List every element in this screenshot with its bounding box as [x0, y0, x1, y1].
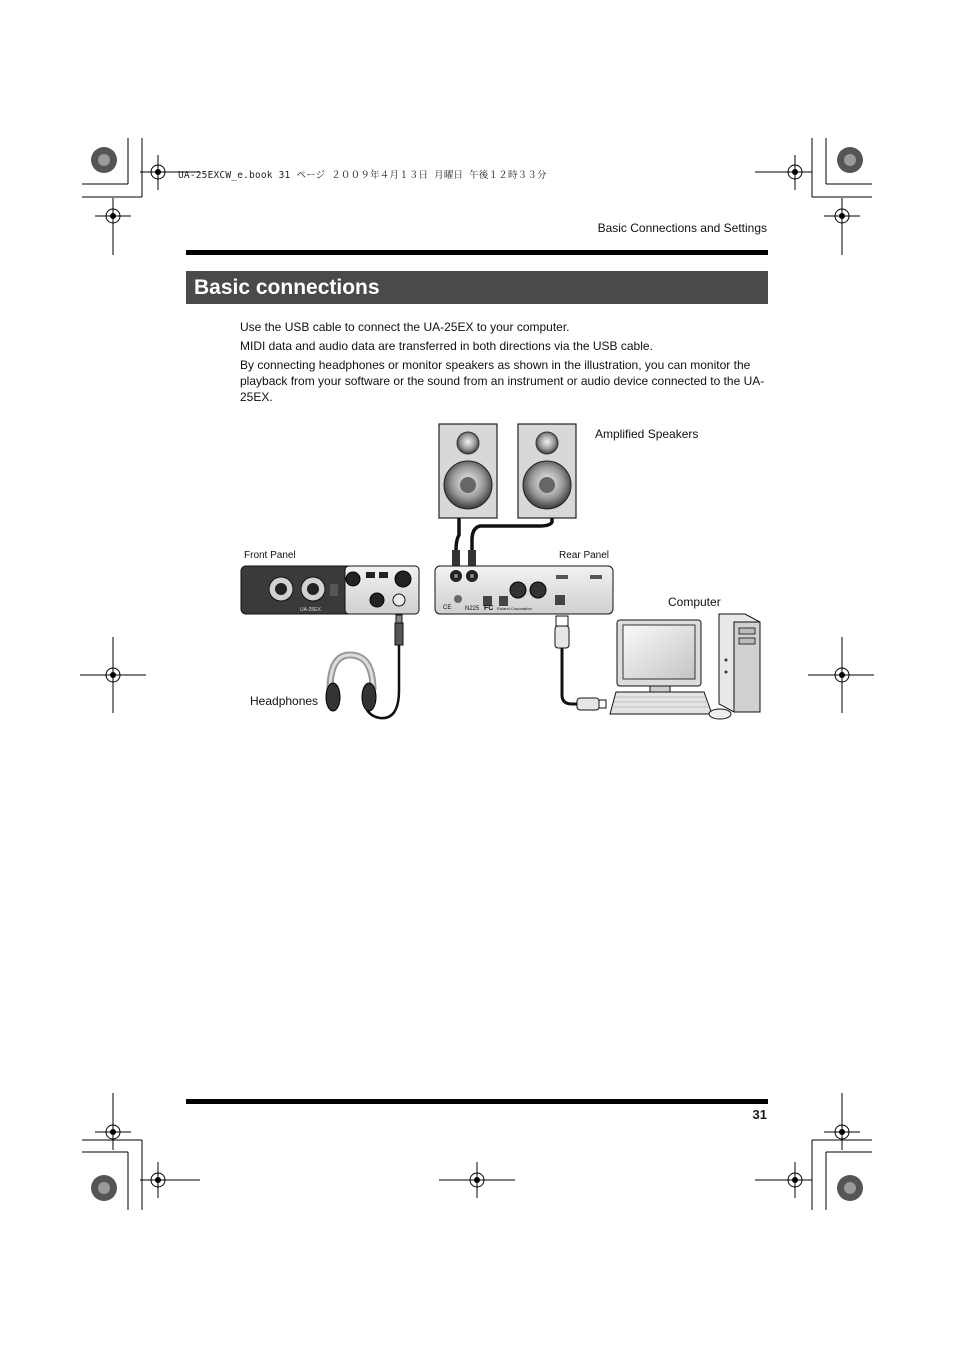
headphones-label: Headphones — [250, 694, 319, 708]
page-number: 31 — [752, 1107, 767, 1122]
speaker-left — [439, 424, 497, 518]
rear-marking: FC — [484, 605, 494, 612]
rear-panel-label: Rear Panel — [559, 550, 610, 561]
rear-marking: Roland Corporation — [497, 606, 532, 611]
book-file-info: UA-25EXCW_e.book 31 ページ ２００９年４月１３日 月曜日 午後１２時３３分 — [178, 170, 547, 181]
bottom-rule — [186, 1099, 768, 1104]
usb-cable — [555, 616, 606, 710]
paragraph: By connecting headphones or monitor speakers as shown in the illustration, you can monitor the playback from your software or the sound from an instrument or audio device connected to the UA-25EX. — [240, 358, 765, 404]
model-marking: UA-25EX — [300, 607, 321, 613]
paragraph: Use the USB cable to connect the UA-25EX to your computer. — [240, 320, 570, 334]
paragraph: MIDI data and audio data are transferred in both directions via the USB cable. — [240, 339, 653, 353]
speakers-label: Amplified Speakers — [595, 427, 699, 441]
headphones-icon — [326, 655, 376, 711]
rear-marking: N225 — [465, 606, 480, 612]
front-panel — [241, 566, 419, 614]
running-head: Basic Connections and Settings — [597, 221, 767, 235]
section-title: Basic connections — [186, 271, 768, 304]
computer-label: Computer — [668, 595, 721, 609]
speaker-right — [518, 424, 576, 518]
front-panel-label: Front Panel — [244, 550, 296, 561]
computer-icon — [610, 614, 760, 719]
rear-marking: CE — [443, 605, 452, 611]
